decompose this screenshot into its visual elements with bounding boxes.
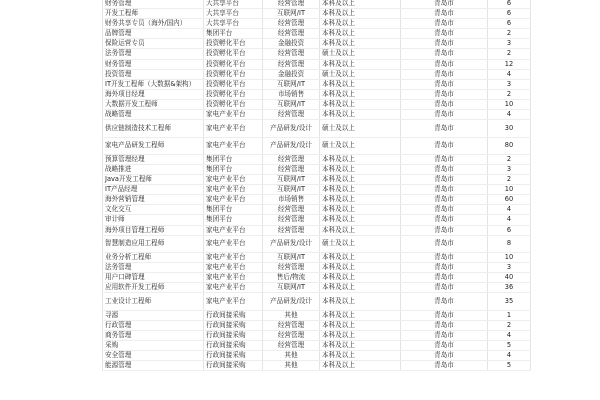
cell-education[interactable]: 硕士及以上 [320,120,401,137]
cell-platform[interactable]: 行政间接采购 [204,351,263,361]
cell-city[interactable]: 青岛市 [401,273,488,283]
cell-count[interactable]: 10 [488,185,531,195]
table-row [103,120,531,137]
cell-position[interactable]: 用户口碑管理 [103,273,204,283]
cell-function[interactable]: 经营管理 [263,59,320,69]
cell-function[interactable]: 金融投资 [263,69,320,79]
cell-education[interactable]: 硕士及以上 [320,49,401,59]
cell-count[interactable]: 2 [488,49,531,59]
cell-count[interactable]: 3 [488,165,531,175]
table-row [103,49,531,59]
cell-education[interactable]: 本科及以上 [320,185,401,195]
job-table [102,0,531,371]
cell-education[interactable]: 本科及以上 [320,320,401,330]
cell-position[interactable]: 预算管理经理 [103,154,204,164]
cell-function[interactable]: 经营管理 [263,0,320,9]
cell-education[interactable]: 本科及以上 [320,263,401,273]
cell-function[interactable]: 市场销售 [263,89,320,99]
cell-position[interactable]: 海外项目经理 [103,89,204,99]
cell-function[interactable]: 经营管理 [263,19,320,29]
cell-city[interactable]: 青岛市 [401,99,488,109]
cell-function[interactable]: 其他 [263,310,320,320]
cell-position[interactable]: 采购 [103,341,204,351]
cell-count[interactable]: 4 [488,110,531,120]
cell-function[interactable]: 其他 [263,361,320,371]
cell-function[interactable]: 经营管理 [263,215,320,225]
cell-function[interactable]: 互联网/IT [263,283,320,293]
cell-platform[interactable]: 行政间接采购 [204,310,263,320]
table-row [103,110,531,120]
table-row [103,225,531,235]
cell-count[interactable]: 10 [488,99,531,109]
cell-platform[interactable]: 家电产业平台 [204,120,263,137]
cell-count[interactable]: 2 [488,154,531,164]
cell-function[interactable]: 互联网/IT [263,185,320,195]
table-row [103,273,531,283]
cell-count[interactable]: 2 [488,89,531,99]
cell-position[interactable]: 投资管理 [103,69,204,79]
cell-city[interactable]: 青岛市 [401,341,488,351]
cell-function[interactable]: 互联网/IT [263,99,320,109]
table-row [103,195,531,205]
cell-education[interactable]: 本科及以上 [320,110,401,120]
table-row [103,235,531,252]
cell-position[interactable]: IT产品经理 [103,185,204,195]
table-row [103,79,531,89]
cell-platform[interactable]: 家电产业平台 [204,293,263,310]
cell-count[interactable]: 40 [488,273,531,283]
cell-function[interactable]: 市场销售 [263,195,320,205]
table-row [103,175,531,185]
cell-platform[interactable]: 投资孵化平台 [204,79,263,89]
cell-platform[interactable]: 家电产业平台 [204,253,263,263]
cell-city[interactable]: 青岛市 [401,283,488,293]
cell-function[interactable]: 金融投资 [263,39,320,49]
cell-platform[interactable]: 家电产业平台 [204,137,263,154]
cell-position[interactable]: 商务管理 [103,331,204,341]
table-row [103,331,531,341]
cell-platform[interactable]: 集团平台 [204,154,263,164]
cell-city[interactable]: 青岛市 [401,89,488,99]
cell-function[interactable] [263,235,320,252]
cell-position[interactable]: Java开发工程师 [103,175,204,185]
cell-position[interactable]: 海外项目管理工程师 [103,225,204,235]
table-row [103,165,531,175]
cell-position[interactable]: 文化交互 [103,205,204,215]
cell-platform[interactable]: 家电产业平台 [204,195,263,205]
cell-count[interactable]: 4 [488,331,531,341]
cell-count[interactable]: 2 [488,29,531,39]
cell-platform[interactable]: 家电产业平台 [204,225,263,235]
cell-function[interactable]: 经营管理 [263,165,320,175]
cell-education[interactable]: 本科及以上 [320,175,401,185]
cell-platform[interactable]: 大共享平台 [204,9,263,19]
cell-city[interactable]: 青岛市 [401,195,488,205]
cell-city[interactable]: 青岛市 [401,175,488,185]
cell-function[interactable]: 经营管理 [263,331,320,341]
cell-platform[interactable]: 行政间接采购 [204,361,263,371]
cell-platform[interactable]: 投资孵化平台 [204,99,263,109]
table-row [103,185,531,195]
cell-education[interactable]: 本科及以上 [320,0,401,9]
cell-count[interactable]: 35 [488,293,531,310]
cell-city[interactable]: 青岛市 [401,59,488,69]
table-row [103,310,531,320]
cell-education[interactable]: 本科及以上 [320,205,401,215]
cell-city[interactable]: 青岛市 [401,120,488,137]
table-row [103,89,531,99]
cell-position[interactable]: 安全管理 [103,351,204,361]
cell-city[interactable]: 青岛市 [401,29,488,39]
cell-function[interactable]: 经营管理 [263,225,320,235]
cell-platform[interactable]: 大共享平台 [204,0,263,9]
cell-city[interactable]: 青岛市 [401,137,488,154]
cell-function[interactable] [263,293,320,310]
cell-count[interactable]: 5 [488,361,531,371]
cell-platform[interactable]: 大共享平台 [204,19,263,29]
cell-city[interactable]: 青岛市 [401,69,488,79]
cell-platform[interactable]: 投资孵化平台 [204,59,263,69]
cell-education[interactable]: 本科及以上 [320,89,401,99]
cell-function[interactable]: 互联网/IT [263,253,320,263]
cell-position[interactable]: IT开发工程师（大数据&架构） [103,79,204,89]
table-row [103,9,531,19]
cell-function-text: 产品研发/设计 [270,239,312,248]
cell-count[interactable]: 6 [488,225,531,235]
cell-position[interactable]: 海外营销管理 [103,195,204,205]
cell-platform[interactable]: 行政间接采购 [204,320,263,330]
table-row [103,283,531,293]
cell-count[interactable]: 6 [488,19,531,29]
cell-count[interactable]: 6 [488,9,531,19]
cell-education[interactable]: 本科及以上 [320,283,401,293]
cell-count[interactable]: 4 [488,215,531,225]
cell-count[interactable]: 60 [488,195,531,205]
cell-education[interactable]: 本科及以上 [320,39,401,49]
cell-platform[interactable]: 家电产业平台 [204,283,263,293]
cell-city[interactable]: 青岛市 [401,225,488,235]
cell-count[interactable]: 3 [488,39,531,49]
cell-education[interactable]: 本科及以上 [320,273,401,283]
cell-function[interactable] [263,137,320,154]
cell-city[interactable]: 青岛市 [401,185,488,195]
cell-education[interactable]: 本科及以上 [320,331,401,341]
cell-position[interactable]: 家电产品研发工程师 [103,137,204,154]
cell-function[interactable] [263,120,320,137]
cell-education[interactable]: 本科及以上 [320,19,401,29]
cell-platform[interactable]: 家电产业平台 [204,110,263,120]
cell-education[interactable]: 本科及以上 [320,154,401,164]
cell-position[interactable]: 财务管理 [103,59,204,69]
table-row [103,320,531,330]
table-row [103,99,531,109]
cell-city[interactable]: 青岛市 [401,9,488,19]
cell-platform[interactable]: 家电产业平台 [204,175,263,185]
cell-platform[interactable]: 投资孵化平台 [204,89,263,99]
cell-count[interactable]: 3 [488,79,531,89]
cell-city[interactable]: 青岛市 [401,49,488,59]
cell-platform[interactable]: 集团平台 [204,215,263,225]
cell-city[interactable]: 青岛市 [401,263,488,273]
cell-position[interactable]: 法务管理 [103,263,204,273]
cell-count[interactable]: 4 [488,69,531,79]
cell-education[interactable]: 本科及以上 [320,59,401,69]
cell-count[interactable]: 6 [488,0,531,9]
cell-platform[interactable]: 投资孵化平台 [204,49,263,59]
cell-platform[interactable]: 行政间接采购 [204,331,263,341]
cell-platform[interactable]: 家电产业平台 [204,273,263,283]
cell-position[interactable]: 法务管理 [103,49,204,59]
cell-platform[interactable]: 集团平台 [204,205,263,215]
cell-city[interactable]: 青岛市 [401,253,488,263]
cell-position[interactable]: 工业设计工程师 [103,293,204,310]
cell-function[interactable]: 互联网/IT [263,175,320,185]
cell-position[interactable]: 智慧制造应用工程师 [103,235,204,252]
cell-function-text: 产品研发/设计 [270,297,312,306]
cell-function[interactable]: 经营管理 [263,29,320,39]
cell-function[interactable]: 互联网/IT [263,79,320,89]
cell-count[interactable]: 12 [488,59,531,69]
table-row [103,215,531,225]
table-row [103,341,531,351]
cell-function[interactable]: 经营管理 [263,154,320,164]
cell-platform[interactable]: 投资孵化平台 [204,69,263,79]
cell-position[interactable]: 审计师 [103,215,204,225]
cell-city[interactable]: 青岛市 [401,39,488,49]
cell-platform[interactable]: 家电产业平台 [204,235,263,252]
cell-platform[interactable]: 集团平台 [204,29,263,39]
cell-platform[interactable]: 家电产业平台 [204,185,263,195]
cell-count[interactable]: 1 [488,310,531,320]
cell-city[interactable]: 青岛市 [401,165,488,175]
cell-position[interactable]: 财务共享专员（海外/国内） [103,19,204,29]
cell-city[interactable]: 青岛市 [401,154,488,164]
cell-city[interactable]: 青岛市 [401,320,488,330]
job-table-body [103,0,531,371]
table-row [103,39,531,49]
table-row [103,361,531,371]
cell-function[interactable]: 其他 [263,351,320,361]
cell-city[interactable]: 青岛市 [401,205,488,215]
cell-function[interactable]: 经营管理 [263,205,320,215]
cell-education[interactable]: 本科及以上 [320,361,401,371]
cell-position[interactable]: 大数据开发工程师 [103,99,204,109]
cell-count[interactable]: 2 [488,175,531,185]
cell-city[interactable]: 青岛市 [401,235,488,252]
table-row [103,154,531,164]
table-row [103,137,531,154]
cell-position[interactable]: 战略管理 [103,110,204,120]
cell-city[interactable]: 青岛市 [401,351,488,361]
cell-education[interactable]: 本科及以上 [320,9,401,19]
cell-function[interactable]: 经营管理 [263,263,320,273]
cell-education[interactable]: 硕士及以上 [320,235,401,252]
cell-education[interactable]: 本科及以上 [320,195,401,205]
cell-education[interactable]: 本科及以上 [320,310,401,320]
cell-position[interactable]: 品牌管理 [103,29,204,39]
cell-education[interactable]: 本科及以上 [320,29,401,39]
cell-count[interactable]: 3 [488,263,531,273]
table-row [103,19,531,29]
cell-count[interactable]: 2 [488,320,531,330]
cell-city[interactable]: 青岛市 [401,79,488,89]
cell-education[interactable]: 本科及以上 [320,165,401,175]
cell-education[interactable]: 本科及以上 [320,253,401,263]
cell-education[interactable]: 本科及以上 [320,293,401,310]
cell-city[interactable]: 青岛市 [401,310,488,320]
cell-count[interactable]: 5 [488,341,531,351]
cell-city[interactable]: 青岛市 [401,331,488,341]
cell-city[interactable]: 青岛市 [401,0,488,9]
cell-education[interactable]: 本科及以上 [320,225,401,235]
cell-platform[interactable]: 行政间接采购 [204,341,263,351]
cell-education[interactable]: 硕士及以上 [320,137,401,154]
cell-position[interactable]: 财务管理 [103,0,204,9]
cell-position[interactable]: 开发工程师 [103,9,204,19]
cell-position[interactable]: 保险运营专员 [103,39,204,49]
cell-function[interactable]: 经营管理 [263,320,320,330]
cell-city[interactable]: 青岛市 [401,110,488,120]
cell-city[interactable]: 青岛市 [401,19,488,29]
cell-position[interactable]: 应用软件开发工程师 [103,283,204,293]
table-row [103,69,531,79]
cell-count[interactable]: 4 [488,205,531,215]
cell-city[interactable]: 青岛市 [401,293,488,310]
cell-count[interactable]: 10 [488,253,531,263]
cell-position[interactable]: 行政管理 [103,320,204,330]
table-row [103,351,531,361]
cell-function-text: 产品研发/设计 [270,123,312,132]
cell-city[interactable]: 青岛市 [401,215,488,225]
table-row [103,263,531,273]
table-row [103,205,531,215]
cell-position[interactable]: 能源管理 [103,361,204,371]
cell-function[interactable]: 互联网/IT [263,9,320,19]
table-row [103,0,531,9]
cell-platform[interactable]: 集团平台 [204,165,263,175]
cell-position[interactable]: 寻源 [103,310,204,320]
cell-count[interactable]: 4 [488,351,531,361]
cell-education[interactable]: 本科及以上 [320,341,401,351]
cell-platform[interactable]: 投资孵化平台 [204,39,263,49]
table-row [103,253,531,263]
cell-education[interactable]: 本科及以上 [320,215,401,225]
table-row [103,29,531,39]
cell-count[interactable]: 8 [488,235,531,252]
cell-position[interactable]: 战略推进 [103,165,204,175]
cell-education[interactable]: 硕士及以上 [320,69,401,79]
table-row [103,293,531,310]
cell-city[interactable]: 青岛市 [401,361,488,371]
cell-education[interactable]: 本科及以上 [320,99,401,109]
cell-count[interactable]: 30 [488,120,531,137]
cell-position[interactable]: 业务分析工程师 [103,253,204,263]
cell-function[interactable]: 经营管理 [263,341,320,351]
table-row [103,59,531,69]
cell-function-text: 产品研发/设计 [270,141,312,150]
cell-function[interactable]: 经营管理 [263,49,320,59]
cell-function[interactable]: 经营管理 [263,110,320,120]
cell-education[interactable]: 本科及以上 [320,351,401,361]
cell-function[interactable]: 售后/物流 [263,273,320,283]
cell-position[interactable]: 供应链制造技术工程师 [103,120,204,137]
cell-count[interactable]: 80 [488,137,531,154]
cell-count[interactable]: 36 [488,283,531,293]
cell-platform[interactable]: 家电产业平台 [204,263,263,273]
cell-education[interactable]: 本科及以上 [320,79,401,89]
